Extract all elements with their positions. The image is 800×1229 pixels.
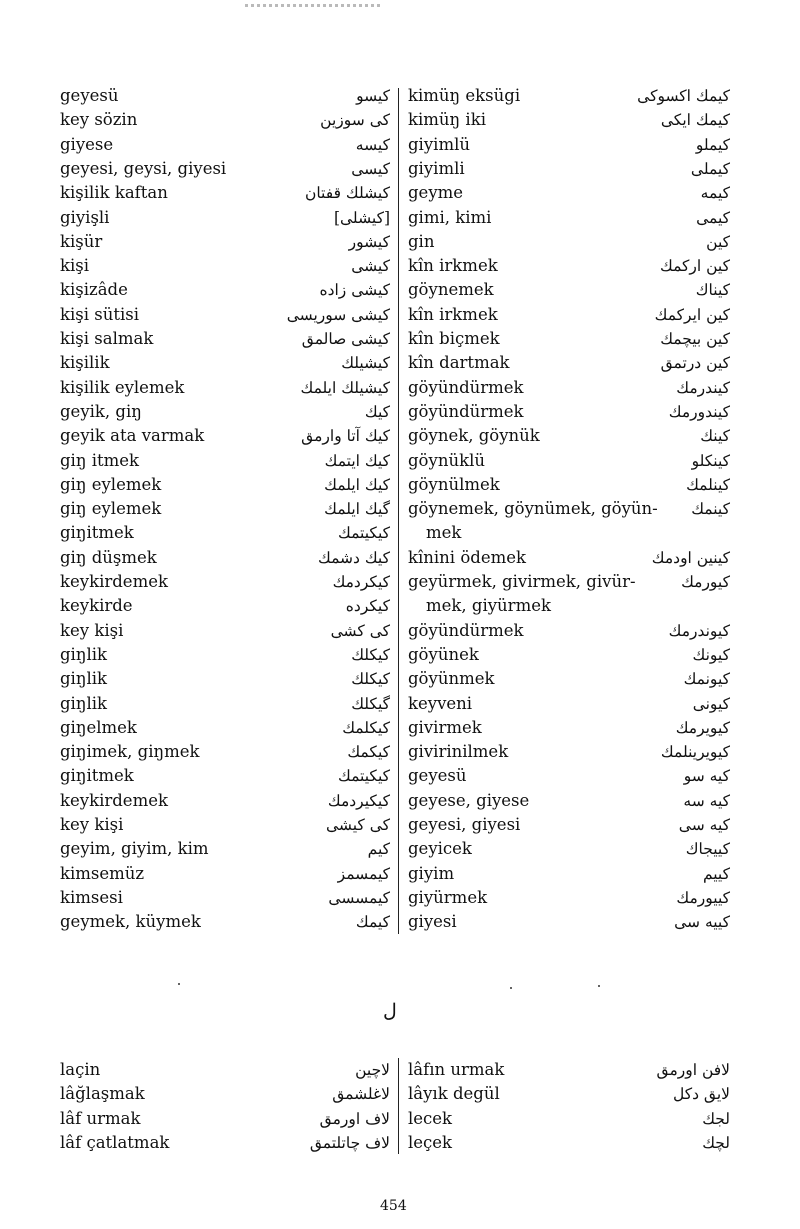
dictionary-entry: [408, 86, 730, 110]
dictionary-entry: [408, 718, 730, 742]
entry-transliteration: key kişi: [60, 620, 124, 640]
dictionary-entry: [60, 353, 390, 377]
entry-arabic-script: کیناك: [695, 281, 730, 300]
dictionary-entry: [408, 572, 730, 596]
entry-arabic-script: کیمسمز: [337, 864, 390, 883]
dictionary-entry: [408, 280, 730, 304]
dictionary-entry: [408, 645, 730, 669]
dictionary-entry: [60, 86, 390, 110]
entry-transliteration: kimüŋ iki: [408, 110, 486, 130]
entry-arabic-script: کی کیشی: [325, 816, 390, 834]
entry-arabic-script: کینمك: [691, 500, 730, 519]
dictionary-entry: [60, 305, 390, 329]
entry-arabic-script: کییورمك: [676, 888, 730, 907]
dictionary-entry: [60, 110, 390, 134]
entry-arabic-script: کیشی سوریسی: [286, 305, 390, 324]
dictionary-entry: [60, 791, 390, 815]
dictionary-entry: [408, 135, 730, 159]
dictionary-entry: [408, 694, 730, 718]
entry-transliteration: geyik ata varmak: [60, 426, 205, 446]
entry-transliteration: giyişli: [60, 207, 110, 227]
dictionary-entry: [60, 912, 390, 936]
dictionary-entry: [60, 329, 390, 353]
dictionary-entry: [408, 183, 730, 207]
dictionary-entry: [60, 694, 390, 718]
entry-arabic-script: کیشور: [348, 232, 390, 251]
entry-transliteration: göynüklü: [408, 450, 485, 470]
entry-transliteration: kîn irkmek: [408, 304, 498, 324]
entry-arabic-script: لایق دکل: [672, 1085, 730, 1104]
dictionary-entry: [408, 451, 730, 475]
entry-transliteration: giyimli: [408, 158, 465, 178]
dictionary-entry: [60, 208, 390, 232]
column-divider: [398, 1058, 399, 1154]
dictionary-entry: [408, 839, 730, 863]
entry-arabic-script: کیکمك: [347, 743, 390, 762]
dictionary-entry: [60, 256, 390, 280]
entry-transliteration: geyesi, giyesi: [408, 815, 521, 834]
entry-arabic-script: کیویرینلمك: [660, 743, 730, 762]
entry-arabic-script: کیملو: [695, 135, 730, 154]
entry-arabic-script: کیکردمك: [332, 573, 390, 591]
entry-transliteration: geyicek: [408, 839, 472, 859]
dictionary-entry: [408, 353, 730, 377]
entry-transliteration: geyik, giŋ: [60, 401, 142, 421]
entry-arabic-script: کین ارکمك: [660, 257, 730, 276]
dictionary-entry: [408, 1084, 730, 1108]
dictionary-entry: [60, 888, 390, 912]
entry-transliteration: giyürmek: [408, 887, 488, 907]
entry-arabic-script: گیکلك: [351, 694, 390, 713]
entry-arabic-script: کینکلو: [691, 451, 730, 470]
dictionary-entry: [408, 329, 730, 353]
scan-speck: [510, 987, 512, 989]
entry-arabic-script: لچك: [702, 1133, 730, 1152]
entry-transliteration: giŋelmek: [60, 717, 137, 737]
entry-transliteration: kişi salmak: [60, 329, 154, 348]
dictionary-entry: [408, 548, 730, 572]
entry-arabic-script: کیوندرمك: [668, 621, 730, 640]
entry-transliteration: lâf urmak: [60, 1108, 141, 1128]
dictionary-entry: [60, 183, 390, 207]
dictionary-entry: [60, 766, 390, 790]
entry-arabic-script: کیملی: [690, 159, 730, 178]
entry-arabic-script: کیمه: [700, 184, 730, 203]
dictionary-entry: [408, 232, 730, 256]
entry-transliteration: kişi sütisi: [60, 304, 140, 324]
entry-transliteration: gin: [408, 231, 435, 251]
entry-arabic-script: کیورمك: [681, 573, 730, 591]
entry-arabic-script: کیمك: [355, 913, 390, 932]
dictionary-entry: [408, 742, 730, 766]
entry-arabic-script: کیشی صالمق: [301, 330, 390, 348]
entry-arabic-script: لاف اورمق: [319, 1109, 390, 1128]
entry-transliteration: kîn biçmek: [408, 329, 500, 348]
entry-transliteration: giŋlik: [60, 669, 108, 689]
entry-transliteration: geymek, küymek: [60, 912, 201, 932]
dictionary-entry: [60, 159, 390, 183]
entry-transliteration: kimsesi: [60, 887, 123, 907]
entry-arabic-script: کیشی زاده: [319, 281, 390, 300]
dictionary-entry: [408, 912, 730, 936]
entry-arabic-script: کیشلك قفتان: [304, 184, 390, 203]
entry-arabic-script: کیمك ایکی: [660, 111, 730, 130]
entry-transliteration: gimi, kimi: [408, 207, 492, 227]
entry-arabic-script: کیشیلك ایلمك: [300, 378, 390, 397]
entry-arabic-script: کیویرمك: [675, 718, 730, 737]
entry-arabic-script: کی کشی: [330, 621, 390, 640]
dictionary-entry: [60, 621, 390, 645]
dictionary-entry: [60, 1060, 390, 1084]
scan-speck: [598, 985, 600, 987]
entry-transliteration: geyme: [408, 183, 464, 203]
dictionary-entry: [60, 1084, 390, 1108]
scan-speck: [178, 983, 180, 985]
entry-transliteration: göyünek: [408, 644, 479, 664]
entry-transliteration: lecek: [408, 1108, 453, 1128]
entry-transliteration: giŋlik: [60, 693, 108, 713]
entry-arabic-script: کیکیتمك: [338, 524, 390, 543]
entry-arabic-script: [کیشلی]: [333, 208, 390, 227]
entry-arabic-script: کیك ایلمك: [324, 475, 390, 494]
entry-transliteration: kişilik kaftan: [60, 183, 168, 203]
entry-arabic-script: لافن اورمق: [656, 1061, 730, 1079]
entry-transliteration: mek, giyürmek: [426, 596, 551, 616]
dictionary-entry: [408, 766, 730, 790]
entry-transliteration: giŋimek, giŋmek: [60, 742, 200, 762]
entry-transliteration: kimüŋ eksügi: [408, 86, 521, 105]
entry-arabic-script: لاغلشمق: [332, 1085, 390, 1104]
entry-arabic-script: کیك آتا وارمق: [301, 427, 390, 446]
dictionary-entry: [60, 645, 390, 669]
entry-transliteration: kişilik: [60, 353, 110, 373]
entry-arabic-script: کیندرمك: [676, 378, 730, 397]
page-number: 454: [380, 1198, 407, 1214]
dictionary-entry: [408, 499, 730, 523]
entry-transliteration: göyündürmek: [408, 377, 524, 397]
entry-arabic-script: گیك ایلمك: [324, 500, 390, 519]
entry-arabic-script: کیونمك: [683, 670, 730, 689]
entry-transliteration: keykirde: [60, 596, 133, 616]
entry-transliteration: lâfın urmak: [408, 1060, 505, 1079]
dictionary-entry: [60, 378, 390, 402]
entry-arabic-script: کیشی: [351, 257, 390, 276]
dictionary-entry: [408, 621, 730, 645]
entry-arabic-script: کیه سه: [683, 791, 730, 810]
entry-arabic-script: کیونی: [692, 694, 730, 713]
dictionary-entry: [408, 596, 730, 620]
entry-arabic-script: کیسو: [356, 87, 390, 105]
entry-transliteration: kişi: [60, 256, 90, 276]
entry-arabic-script: کیمی: [696, 208, 730, 227]
dictionary-entry: [408, 669, 730, 693]
entry-transliteration: kişizâde: [60, 280, 128, 300]
entry-transliteration: geyesü: [408, 766, 467, 786]
entry-arabic-script: کیندورمك: [668, 402, 730, 421]
dictionary-entry: [60, 402, 390, 426]
dictionary-entry: [60, 499, 390, 523]
entry-arabic-script: کینك: [700, 427, 730, 446]
dictionary-entry: [408, 1109, 730, 1133]
dictionary-entry: [60, 475, 390, 499]
dictionary-entry: [408, 475, 730, 499]
dictionary-entry: [408, 1133, 730, 1157]
entry-arabic-script: لاچین: [355, 1061, 390, 1079]
entry-transliteration: göynek, göynük: [408, 426, 540, 446]
entry-arabic-script: کین ایرکمك: [654, 305, 730, 324]
entry-arabic-script: کیه سو: [683, 767, 730, 786]
entry-arabic-script: کینین اودمك: [651, 548, 730, 567]
entry-arabic-script: کیك ایتمك: [324, 451, 390, 470]
entry-transliteration: lâğlaşmak: [60, 1084, 145, 1104]
entry-transliteration: kîn dartmak: [408, 353, 510, 373]
entry-transliteration: giyimlü: [408, 134, 470, 154]
entry-transliteration: giŋ düşmek: [60, 547, 157, 567]
entry-arabic-script: کیك دشمك: [318, 548, 390, 567]
entry-transliteration: geyese, giyese: [408, 790, 530, 810]
entry-transliteration: geyürmek, givirmek, givür-: [408, 572, 636, 591]
top-scan-mark: [245, 4, 380, 7]
section-letter: ل: [383, 1000, 397, 1022]
dictionary-entry: [60, 232, 390, 256]
dictionary-entry: [408, 815, 730, 839]
entry-transliteration: göynülmek: [408, 474, 500, 494]
dictionary-entry: [60, 1133, 390, 1157]
entry-arabic-script: لجك: [702, 1109, 730, 1128]
dictionary-entry: [60, 426, 390, 450]
dictionary-entry: [408, 402, 730, 426]
dictionary-entry: [60, 669, 390, 693]
dictionary-entry: [408, 888, 730, 912]
entry-arabic-script: کیمسسی: [328, 888, 390, 907]
entry-arabic-script: کیسه: [355, 135, 390, 154]
entry-arabic-script: کیمك اکسوکی: [637, 87, 730, 105]
entry-transliteration: giŋ eylemek: [60, 474, 162, 494]
dictionary-entry: [60, 280, 390, 304]
entry-transliteration: keykirdemek: [60, 572, 168, 591]
entry-arabic-script: کینلمك: [686, 475, 730, 494]
dictionary-entry: [408, 864, 730, 888]
dictionary-entry: [408, 208, 730, 232]
dictionary-entry: [408, 1060, 730, 1084]
entry-transliteration: giŋlik: [60, 644, 108, 664]
entry-transliteration: göyündürmek: [408, 620, 524, 640]
entry-arabic-script: کیسی: [351, 159, 390, 178]
entry-arabic-script: کین بیچمك: [660, 330, 730, 348]
entry-transliteration: kîn irkmek: [408, 256, 498, 276]
entry-arabic-script: کیکیتمك: [338, 767, 390, 786]
dictionary-entry: [60, 596, 390, 620]
entry-transliteration: kişür: [60, 231, 103, 251]
entry-transliteration: kînini ödemek: [408, 547, 526, 567]
entry-arabic-script: کییجاك: [685, 840, 730, 859]
dictionary-entry: [408, 791, 730, 815]
entry-transliteration: geyesi, geysi, giyesi: [60, 158, 227, 178]
entry-arabic-script: کیه سی: [678, 816, 730, 834]
entry-arabic-script: کیك: [364, 402, 390, 421]
dictionary-entry: [408, 426, 730, 450]
entry-transliteration: leçek: [408, 1132, 453, 1152]
dictionary-entry: [60, 864, 390, 888]
entry-arabic-script: کییم: [702, 864, 730, 883]
dictionary-entry: [60, 718, 390, 742]
entry-transliteration: giŋitmek: [60, 523, 134, 543]
dictionary-entry: [60, 548, 390, 572]
column-divider: [398, 88, 399, 934]
entry-transliteration: göyündürmek: [408, 401, 524, 421]
entry-arabic-script: کیم: [367, 840, 390, 859]
entry-arabic-script: کیکلمك: [342, 718, 390, 737]
entry-transliteration: giŋ eylemek: [60, 499, 162, 519]
entry-transliteration: giyese: [60, 134, 114, 154]
entry-transliteration: mek: [426, 523, 462, 543]
entry-transliteration: giŋ itmek: [60, 450, 140, 470]
entry-transliteration: kişilik eylemek: [60, 377, 185, 397]
dictionary-entry: [408, 523, 730, 547]
dictionary-entry: [408, 256, 730, 280]
entry-transliteration: kimsemüz: [60, 863, 145, 883]
entry-arabic-script: کیونك: [692, 645, 730, 664]
entry-arabic-script: کیکیردمك: [327, 791, 390, 810]
dictionary-entry: [60, 523, 390, 547]
entry-transliteration: keykirdemek: [60, 790, 168, 810]
entry-transliteration: lâyık degül: [408, 1084, 500, 1104]
entry-transliteration: geyim, giyim, kim: [60, 839, 209, 859]
entry-transliteration: laçin: [60, 1060, 101, 1079]
dictionary-entry: [60, 839, 390, 863]
entry-transliteration: giyesi: [408, 912, 457, 932]
dictionary-entry: [408, 110, 730, 134]
entry-transliteration: key sözin: [60, 110, 138, 130]
dictionary-entry: [408, 305, 730, 329]
dictionary-entry: [60, 742, 390, 766]
entry-transliteration: göynemek: [408, 280, 494, 300]
dictionary-entry: [60, 815, 390, 839]
entry-arabic-script: کین: [706, 232, 730, 251]
entry-transliteration: keyveni: [408, 693, 473, 713]
entry-arabic-script: کیکرده: [345, 597, 390, 616]
entry-transliteration: geyesü: [60, 86, 119, 105]
entry-arabic-script: کیشیلك: [341, 354, 390, 373]
entry-arabic-script: لاف چاتلتمق: [309, 1133, 390, 1152]
dictionary-entry: [60, 135, 390, 159]
entry-transliteration: lâf çatlatmak: [60, 1132, 170, 1152]
entry-transliteration: göyünmek: [408, 669, 495, 689]
entry-transliteration: givirmek: [408, 717, 482, 737]
entry-arabic-script: کییه سی: [674, 913, 730, 932]
entry-transliteration: giyim: [408, 863, 455, 883]
entry-arabic-script: کیکلك: [351, 670, 390, 689]
dictionary-entry: [60, 572, 390, 596]
entry-arabic-script: کیکلك: [351, 645, 390, 664]
dictionary-entry: [408, 378, 730, 402]
entry-transliteration: givirinilmek: [408, 742, 509, 762]
entry-arabic-script: کین درتمق: [660, 354, 730, 373]
dictionary-entry: [60, 451, 390, 475]
entry-transliteration: giŋitmek: [60, 766, 134, 786]
entry-arabic-script: کی سوزین: [320, 111, 390, 130]
entry-transliteration: göynemek, göynümek, göyün-: [408, 499, 658, 519]
dictionary-entry: [408, 159, 730, 183]
dictionary-entry: [60, 1109, 390, 1133]
entry-transliteration: key kişi: [60, 815, 124, 834]
